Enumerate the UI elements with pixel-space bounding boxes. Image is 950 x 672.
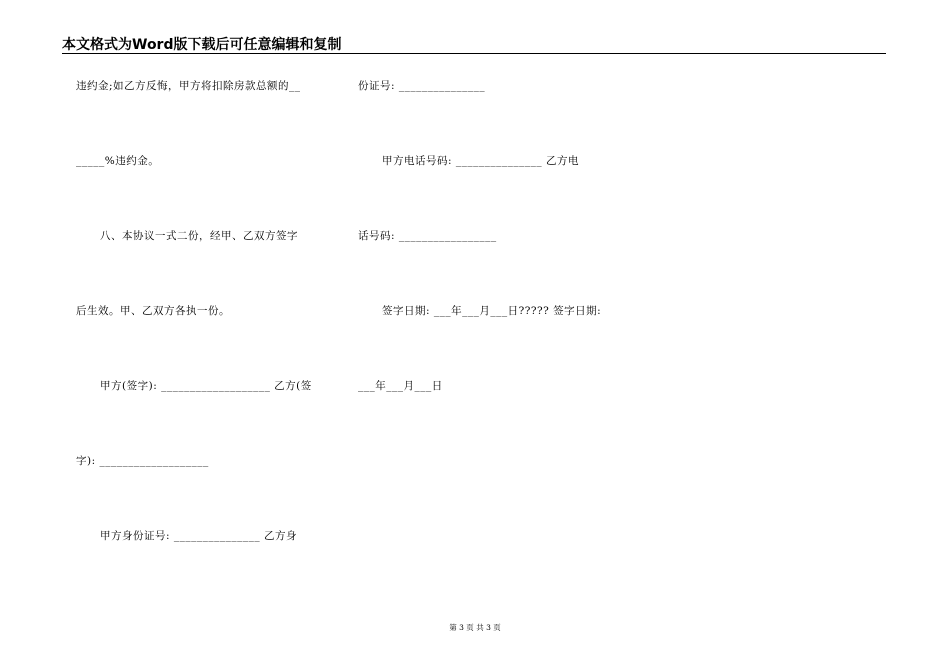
document-header-title: 本文格式为Word版下载后可任意编辑和复制 (62, 37, 342, 53)
right-line-1: 份证号: _______________ (358, 80, 486, 92)
left-line-6: 字): ___________________ (76, 455, 209, 467)
left-line-2: _____%违约金。 (76, 155, 160, 167)
header-divider (62, 53, 886, 54)
left-line-3: 八、本协议一式二份，经甲、乙双方签字 (100, 230, 298, 242)
left-line-4: 后生效。甲、乙双方各执一份。 (76, 305, 230, 317)
left-line-1: 违约金;如乙方反悔，甲方将扣除房款总额的__ (76, 80, 301, 92)
right-line-5: ___年___月___日 (358, 380, 443, 392)
right-line-2: 甲方电话号码: _______________ 乙方电 (382, 155, 579, 167)
left-line-5: 甲方(签字): ___________________ 乙方(签 (100, 380, 312, 392)
right-line-4: 签字日期: ___年___月___日????? 签字日期: (382, 305, 602, 317)
left-line-7: 甲方身份证号: _______________ 乙方身 (100, 530, 297, 542)
page-number-footer: 第 3 页 共 3 页 (449, 623, 501, 632)
right-line-3: 话号码: _________________ (358, 230, 497, 242)
